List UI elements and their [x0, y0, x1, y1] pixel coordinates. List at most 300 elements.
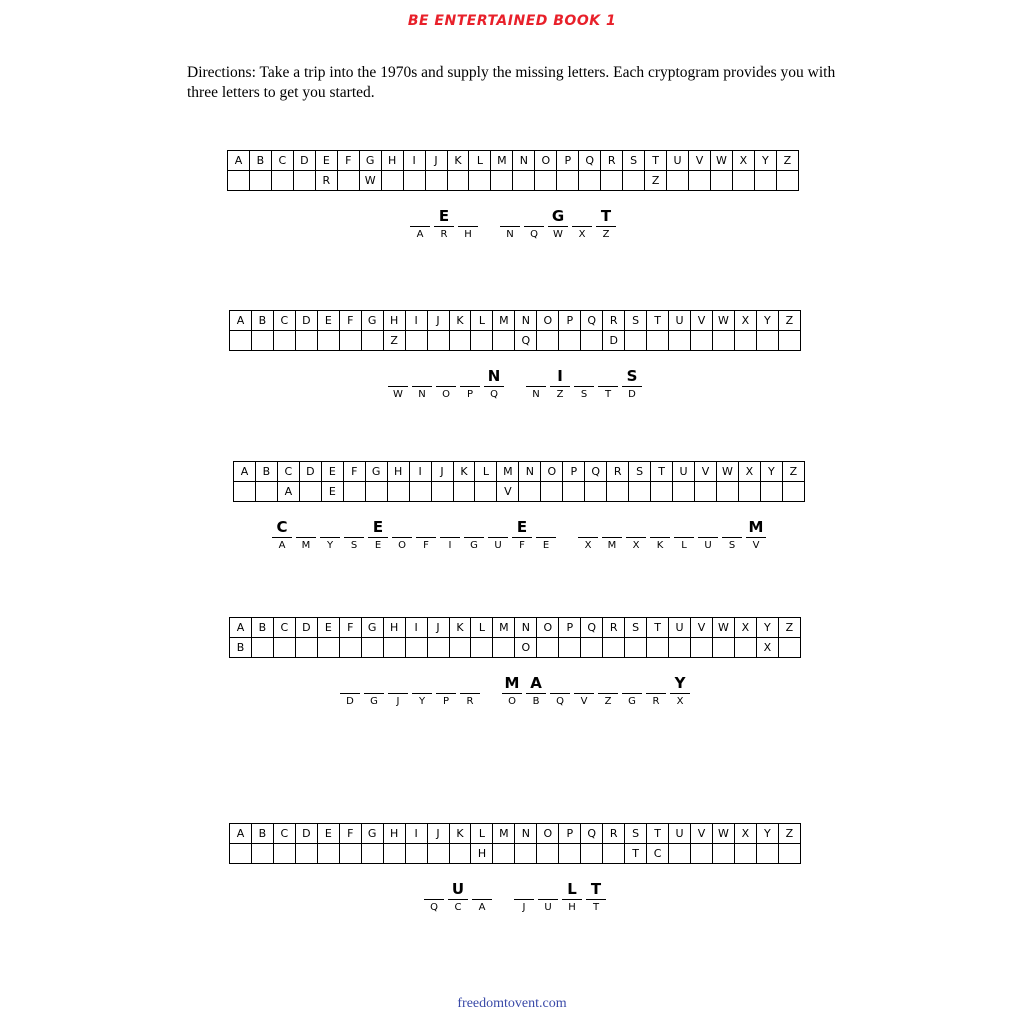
cipher-cell[interactable]: [537, 331, 559, 351]
answer-letter[interactable]: [574, 366, 594, 387]
letter-slot[interactable]: [546, 206, 570, 242]
alphabet-cell: D: [293, 151, 315, 171]
cipher-cell[interactable]: O: [515, 638, 537, 658]
alphabet-cell: Q: [581, 824, 603, 844]
letter-slot[interactable]: [576, 517, 600, 553]
letter-slot[interactable]: [596, 366, 620, 402]
alphabet-cell: R: [601, 151, 623, 171]
alphabet-cell: X: [734, 311, 756, 331]
letter-slot[interactable]: [512, 879, 536, 915]
cipher-cell[interactable]: [230, 331, 252, 351]
answer-letter[interactable]: [460, 366, 480, 387]
answer-letter[interactable]: [460, 673, 480, 694]
cipher-cell[interactable]: [251, 844, 273, 864]
cipher-cell[interactable]: [255, 482, 277, 502]
alphabet-cell: R: [603, 311, 625, 331]
answer-letter[interactable]: [526, 366, 546, 387]
alphabet-cell: D: [295, 824, 317, 844]
letter-slot[interactable]: [536, 879, 560, 915]
answer-letter[interactable]: G: [548, 206, 568, 227]
cipher-cell[interactable]: E: [321, 482, 343, 502]
letter-slot[interactable]: [572, 366, 596, 402]
answer-letter[interactable]: [410, 206, 430, 227]
cipher-cell[interactable]: [230, 844, 252, 864]
letter-slot[interactable]: [408, 206, 432, 242]
letter-slot[interactable]: [338, 673, 362, 709]
cipher-cell[interactable]: [647, 638, 669, 658]
answer-letter[interactable]: [602, 517, 622, 538]
answer-letter[interactable]: [598, 366, 618, 387]
cipher-cell[interactable]: [559, 638, 581, 658]
cipher-cell[interactable]: [234, 482, 256, 502]
answer-letter[interactable]: [646, 673, 666, 694]
answer-letter[interactable]: E: [512, 517, 532, 538]
code-letter: E: [374, 540, 382, 551]
answer-letter[interactable]: [412, 673, 432, 694]
letter-slot[interactable]: [414, 517, 438, 553]
cipher-cell[interactable]: R: [315, 171, 337, 191]
alphabet-cell: S: [623, 151, 645, 171]
answer-letter[interactable]: [364, 673, 384, 694]
cipher-cell[interactable]: [405, 331, 427, 351]
alphabet-cell: Y: [760, 462, 782, 482]
cipher-cell[interactable]: [425, 171, 447, 191]
cipher-cell[interactable]: [387, 482, 409, 502]
cipher-cell[interactable]: [537, 844, 559, 864]
cipher-cell[interactable]: [361, 638, 383, 658]
answer-letter[interactable]: S: [622, 366, 642, 387]
letter-slot[interactable]: [570, 206, 594, 242]
footer-link[interactable]: freedomtovent.com: [457, 996, 567, 1011]
cipher-cell[interactable]: [249, 171, 271, 191]
answer-letter[interactable]: T: [596, 206, 616, 227]
cipher-cell[interactable]: Z: [645, 171, 667, 191]
cryptogram-4: [229, 617, 801, 707]
alphabet-cell: K: [449, 311, 471, 331]
letter-slot[interactable]: [596, 673, 620, 709]
cipher-cell[interactable]: [339, 844, 361, 864]
letter-slot[interactable]: [458, 366, 482, 402]
cipher-cell[interactable]: [559, 844, 581, 864]
cipher-cell[interactable]: [557, 171, 579, 191]
answer-letter[interactable]: [598, 673, 618, 694]
letter-slot[interactable]: [524, 366, 548, 402]
answer-letter[interactable]: [392, 517, 412, 538]
alphabet-cell: J: [431, 462, 453, 482]
cipher-cell[interactable]: [453, 482, 475, 502]
cipher-cell[interactable]: [403, 171, 425, 191]
cipher-cell[interactable]: Z: [383, 331, 405, 351]
letter-slot[interactable]: [446, 879, 470, 915]
cipher-cell[interactable]: [603, 844, 625, 864]
answer-letter[interactable]: [440, 517, 460, 538]
alphabet-cell: P: [559, 618, 581, 638]
alphabet-cell: Z: [778, 618, 800, 638]
answer-letter[interactable]: [578, 517, 598, 538]
cipher-cell[interactable]: [339, 331, 361, 351]
answer-letter[interactable]: U: [448, 879, 468, 900]
cipher-cell[interactable]: [471, 638, 493, 658]
cipher-cell[interactable]: [695, 482, 717, 502]
letter-slot[interactable]: [500, 673, 524, 709]
cipher-cell[interactable]: [361, 844, 383, 864]
cipher-cell[interactable]: [691, 331, 713, 351]
cipher-cell[interactable]: W: [359, 171, 381, 191]
answer-letter[interactable]: [488, 517, 508, 538]
cipher-cell[interactable]: [383, 844, 405, 864]
answer-letter[interactable]: [500, 206, 520, 227]
cipher-cell[interactable]: [271, 171, 293, 191]
code-letter: U: [544, 902, 552, 913]
answer-letter[interactable]: [514, 879, 534, 900]
cipher-cell[interactable]: [669, 638, 691, 658]
cipher-cell[interactable]: [776, 171, 798, 191]
alphabet-cell: A: [230, 618, 252, 638]
answer-letter[interactable]: [436, 673, 456, 694]
letter-slot[interactable]: [524, 673, 548, 709]
cipher-cell[interactable]: [293, 171, 315, 191]
cipher-cell[interactable]: [712, 331, 734, 351]
cipher-cell[interactable]: [559, 331, 581, 351]
answer-letter[interactable]: [388, 366, 408, 387]
cipher-cell[interactable]: [405, 638, 427, 658]
letter-slot[interactable]: [390, 517, 414, 553]
cipher-cell[interactable]: [317, 844, 339, 864]
code-letter: J: [522, 902, 526, 913]
cipher-cell[interactable]: [273, 844, 295, 864]
code-letter: P: [442, 696, 450, 707]
answer-letter[interactable]: [538, 879, 558, 900]
cipher-cell[interactable]: [493, 844, 515, 864]
cipher-cell[interactable]: [295, 638, 317, 658]
letter-slot[interactable]: [462, 517, 486, 553]
cipher-cell[interactable]: [607, 482, 629, 502]
code-letter: M: [301, 540, 311, 551]
cipher-cell[interactable]: [515, 844, 537, 864]
letter-slot[interactable]: [744, 517, 768, 553]
cipher-cell[interactable]: [273, 331, 295, 351]
cipher-cell[interactable]: [471, 331, 493, 351]
cipher-cell[interactable]: [603, 638, 625, 658]
cipher-cell[interactable]: [734, 638, 756, 658]
cipher-cell[interactable]: [579, 171, 601, 191]
cipher-cell[interactable]: [295, 331, 317, 351]
letter-slot[interactable]: [696, 517, 720, 553]
cipher-row: [230, 638, 801, 658]
letter-slot[interactable]: [522, 206, 546, 242]
letter-slot[interactable]: [548, 366, 572, 402]
answer-letter[interactable]: I: [550, 366, 570, 387]
cipher-cell[interactable]: [427, 331, 449, 351]
cipher-cell[interactable]: [405, 844, 427, 864]
cipher-cell[interactable]: [317, 638, 339, 658]
code-letter: Z: [556, 389, 564, 400]
cipher-cell[interactable]: [537, 638, 559, 658]
cipher-cell[interactable]: [778, 331, 800, 351]
cipher-cell[interactable]: [712, 844, 734, 864]
cipher-cell[interactable]: [581, 331, 603, 351]
answer-letter[interactable]: [388, 673, 408, 694]
cipher-cell[interactable]: C: [647, 844, 669, 864]
answer-letter[interactable]: [674, 517, 694, 538]
answer-phrase: [227, 206, 799, 242]
cipher-cell[interactable]: B: [230, 638, 252, 658]
cipher-cell[interactable]: [541, 482, 563, 502]
cipher-cell[interactable]: [689, 171, 711, 191]
letter-slot[interactable]: [584, 879, 608, 915]
cipher-cell[interactable]: T: [625, 844, 647, 864]
cipher-cell[interactable]: [581, 638, 603, 658]
code-letter: V: [580, 696, 588, 707]
answer-letter[interactable]: [436, 366, 456, 387]
answer-letter[interactable]: M: [502, 673, 522, 694]
cipher-cell[interactable]: [716, 482, 738, 502]
letter-slot[interactable]: [620, 673, 644, 709]
answer-letter[interactable]: L: [562, 879, 582, 900]
letter-slot[interactable]: [434, 673, 458, 709]
cipher-cell[interactable]: [778, 844, 800, 864]
code-letter: U: [704, 540, 712, 551]
letter-slot[interactable]: [600, 517, 624, 553]
cipher-key-table: [227, 150, 799, 191]
cipher-cell[interactable]: [383, 638, 405, 658]
answer-letter[interactable]: T: [586, 879, 606, 900]
cipher-cell[interactable]: [493, 638, 515, 658]
cipher-key-table: [229, 310, 801, 351]
cipher-cell[interactable]: [623, 171, 645, 191]
cipher-cell[interactable]: [625, 331, 647, 351]
answer-letter[interactable]: [524, 206, 544, 227]
cipher-cell[interactable]: [513, 171, 535, 191]
cipher-cell[interactable]: [339, 638, 361, 658]
cipher-cell[interactable]: [760, 482, 782, 502]
cipher-cell[interactable]: V: [497, 482, 519, 502]
cipher-cell[interactable]: [712, 638, 734, 658]
alphabet-cell: U: [673, 462, 695, 482]
answer-letter[interactable]: E: [368, 517, 388, 538]
letter-slot[interactable]: [410, 673, 434, 709]
cipher-cell[interactable]: [585, 482, 607, 502]
cipher-cell[interactable]: [475, 482, 497, 502]
answer-word: [386, 366, 506, 402]
cipher-cell[interactable]: [734, 844, 756, 864]
letter-slot[interactable]: [458, 673, 482, 709]
cipher-cell[interactable]: [581, 844, 603, 864]
letter-slot[interactable]: [560, 879, 584, 915]
cipher-cell[interactable]: [629, 482, 651, 502]
code-letter: H: [568, 902, 576, 913]
letter-slot[interactable]: [648, 517, 672, 553]
letter-slot[interactable]: [620, 366, 644, 402]
answer-letter[interactable]: [458, 206, 478, 227]
letter-slot[interactable]: [572, 673, 596, 709]
code-letter: A: [416, 229, 424, 240]
cipher-cell[interactable]: [756, 331, 778, 351]
cipher-cell[interactable]: [427, 844, 449, 864]
cipher-cell[interactable]: [651, 482, 673, 502]
alphabet-cell: Z: [778, 824, 800, 844]
cipher-key-table: [233, 461, 805, 502]
letter-slot[interactable]: [498, 206, 522, 242]
cipher-cell[interactable]: [673, 482, 695, 502]
answer-letter[interactable]: [698, 517, 718, 538]
cipher-cell[interactable]: [601, 171, 623, 191]
cipher-cell[interactable]: Q: [515, 331, 537, 351]
alphabet-cell: Y: [756, 311, 778, 331]
cipher-cell[interactable]: [667, 171, 689, 191]
alphabet-cell: R: [607, 462, 629, 482]
alphabet-cell: A: [230, 824, 252, 844]
alphabet-cell: B: [251, 618, 273, 638]
cipher-cell[interactable]: [691, 638, 713, 658]
answer-letter[interactable]: [536, 517, 556, 538]
letter-slot[interactable]: [624, 517, 648, 553]
cipher-cell[interactable]: [273, 638, 295, 658]
cipher-cell[interactable]: [381, 171, 403, 191]
cipher-cell[interactable]: [427, 638, 449, 658]
answer-letter[interactable]: [626, 517, 646, 538]
letter-slot[interactable]: [548, 673, 572, 709]
code-letter: J: [396, 696, 400, 707]
cipher-row: [228, 171, 799, 191]
code-letter: T: [604, 389, 612, 400]
letter-slot[interactable]: [318, 517, 342, 553]
letter-slot[interactable]: [470, 879, 494, 915]
cipher-cell[interactable]: [519, 482, 541, 502]
cipher-cell[interactable]: [449, 638, 471, 658]
answer-letter[interactable]: [416, 517, 436, 538]
answer-letter[interactable]: [650, 517, 670, 538]
letter-slot[interactable]: [362, 673, 386, 709]
cipher-cell[interactable]: [251, 638, 273, 658]
letter-slot[interactable]: [668, 673, 692, 709]
answer-letter[interactable]: [320, 517, 340, 538]
answer-letter[interactable]: [722, 517, 742, 538]
directions-text: Directions: Take a trip into the 1970s and supply the missing letters. Each cryptogram provides you with three letters to get you started.: [187, 64, 836, 101]
cipher-cell[interactable]: [710, 171, 732, 191]
cipher-cell[interactable]: [343, 482, 365, 502]
answer-letter[interactable]: [472, 879, 492, 900]
answer-letter[interactable]: [296, 517, 316, 538]
alphabet-cell: M: [491, 151, 513, 171]
cipher-cell[interactable]: [409, 482, 431, 502]
cipher-cell[interactable]: [365, 482, 387, 502]
answer-letter[interactable]: M: [746, 517, 766, 538]
cipher-cell[interactable]: [563, 482, 585, 502]
answer-letter[interactable]: [344, 517, 364, 538]
alphabet-cell: L: [471, 311, 493, 331]
answer-letter[interactable]: N: [484, 366, 504, 387]
cipher-cell[interactable]: [361, 331, 383, 351]
letter-slot[interactable]: [644, 673, 668, 709]
cipher-cell[interactable]: [469, 171, 491, 191]
answer-letter[interactable]: Y: [670, 673, 690, 694]
alphabet-cell: L: [471, 618, 493, 638]
letter-slot[interactable]: [366, 517, 390, 553]
cipher-cell[interactable]: [449, 844, 471, 864]
cipher-cell[interactable]: [449, 331, 471, 351]
cipher-cell[interactable]: [299, 482, 321, 502]
cipher-cell[interactable]: [732, 171, 754, 191]
alphabet-cell: N: [515, 618, 537, 638]
code-letter: X: [632, 540, 640, 551]
cipher-cell[interactable]: [431, 482, 453, 502]
cipher-cell[interactable]: [228, 171, 250, 191]
answer-letter[interactable]: [572, 206, 592, 227]
cipher-cell[interactable]: [691, 844, 713, 864]
cipher-cell[interactable]: [754, 171, 776, 191]
letter-slot[interactable]: [486, 517, 510, 553]
cipher-cell[interactable]: [491, 171, 513, 191]
cipher-cell[interactable]: A: [277, 482, 299, 502]
cipher-cell[interactable]: [251, 331, 273, 351]
cipher-cell[interactable]: [625, 638, 647, 658]
cipher-cell[interactable]: [734, 331, 756, 351]
cipher-cell[interactable]: [669, 844, 691, 864]
alphabet-row: [234, 462, 805, 482]
cipher-cell[interactable]: [738, 482, 760, 502]
answer-letter[interactable]: [424, 879, 444, 900]
answer-letter[interactable]: A: [526, 673, 546, 694]
answer-letter[interactable]: E: [434, 206, 454, 227]
letter-slot[interactable]: [434, 366, 458, 402]
letter-slot[interactable]: [720, 517, 744, 553]
letter-slot[interactable]: [270, 517, 294, 553]
cipher-cell[interactable]: [493, 331, 515, 351]
letter-slot[interactable]: [482, 366, 506, 402]
cipher-cell[interactable]: [778, 638, 800, 658]
letter-slot[interactable]: [672, 517, 696, 553]
cipher-cell[interactable]: [447, 171, 469, 191]
answer-letter[interactable]: [574, 673, 594, 694]
answer-letter[interactable]: [622, 673, 642, 694]
alphabet-cell: O: [537, 311, 559, 331]
answer-letter[interactable]: [550, 673, 570, 694]
code-letter: O: [442, 389, 450, 400]
letter-slot[interactable]: [456, 206, 480, 242]
cipher-cell[interactable]: [295, 844, 317, 864]
cipher-cell[interactable]: D: [603, 331, 625, 351]
cipher-cell[interactable]: [756, 844, 778, 864]
cipher-cell[interactable]: H: [471, 844, 493, 864]
cipher-cell[interactable]: [337, 171, 359, 191]
letter-slot[interactable]: [534, 517, 558, 553]
letter-slot[interactable]: [510, 517, 534, 553]
answer-letter[interactable]: [340, 673, 360, 694]
cipher-cell[interactable]: [535, 171, 557, 191]
alphabet-cell: T: [651, 462, 673, 482]
answer-letter[interactable]: C: [272, 517, 292, 538]
letter-slot[interactable]: [342, 517, 366, 553]
letter-slot[interactable]: [438, 517, 462, 553]
letter-slot[interactable]: [294, 517, 318, 553]
cipher-cell[interactable]: [669, 331, 691, 351]
answer-letter[interactable]: [464, 517, 484, 538]
cipher-cell[interactable]: X: [756, 638, 778, 658]
answer-letter[interactable]: [412, 366, 432, 387]
letter-slot[interactable]: [386, 366, 410, 402]
alphabet-cell: Y: [754, 151, 776, 171]
letter-slot[interactable]: [410, 366, 434, 402]
letter-slot[interactable]: [422, 879, 446, 915]
cipher-cell[interactable]: [317, 331, 339, 351]
letter-slot[interactable]: [432, 206, 456, 242]
code-letter: K: [656, 540, 664, 551]
cipher-cell[interactable]: [782, 482, 804, 502]
letter-slot[interactable]: [386, 673, 410, 709]
letter-slot[interactable]: [594, 206, 618, 242]
cipher-cell[interactable]: [647, 331, 669, 351]
